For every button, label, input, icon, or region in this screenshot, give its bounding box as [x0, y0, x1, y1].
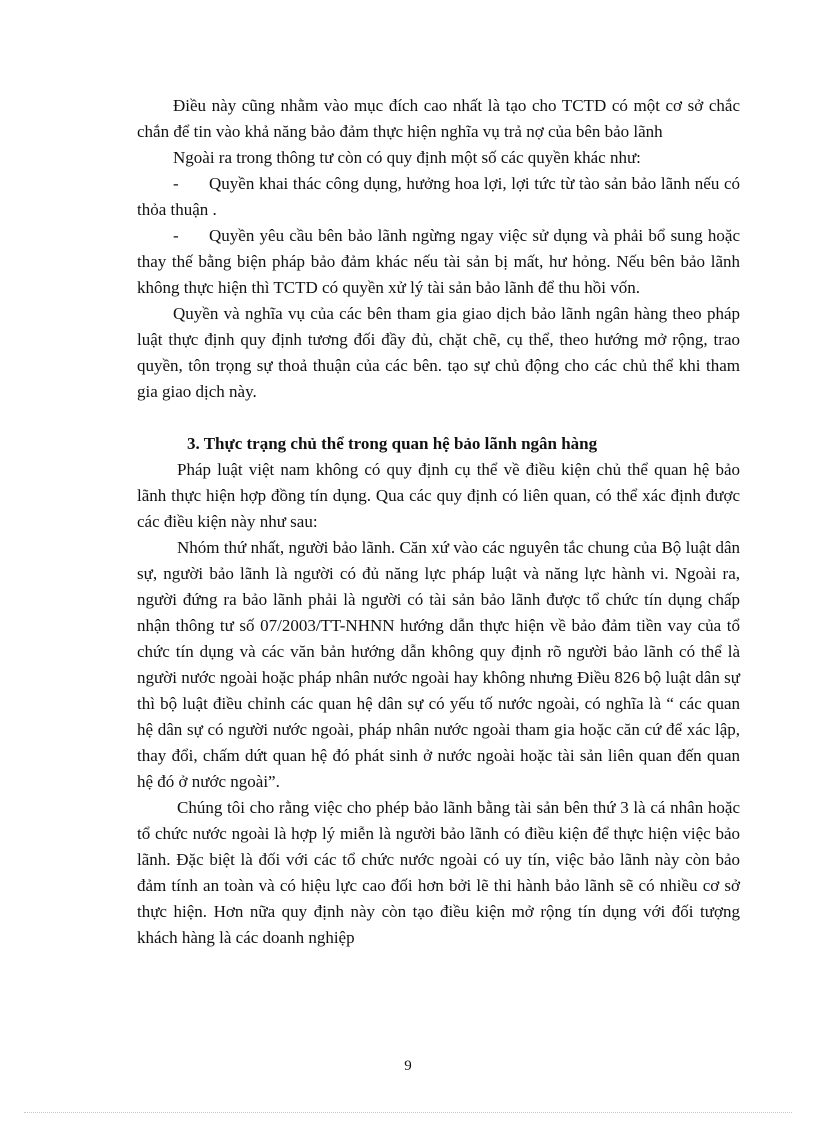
bullet-item — [137, 223, 740, 301]
bullet-text: Quyền khai thác công dụng, hưởng hoa lợi, lợi tức từ tào sản bảo lãnh nếu có thỏa thuận . — [137, 174, 740, 219]
paragraph: Quyền và nghĩa vụ của các bên tham gia giao dịch bảo lãnh ngân hàng theo pháp luật thực định quy định tương đối đầy đủ, chặt chẽ, cụ thể, theo hướng mở rộng, trao quyền, tôn trọng sự thoả thuận của các bên. tạo sự chủ động cho các chủ thể khi tham gia giao dịch này. — [137, 304, 740, 401]
bullet-text: Quyền yêu cầu bên bảo lãnh ngừng ngay việc sử dụng và phải bổ sung hoặc thay thế bằng biện pháp bảo đảm khác nếu tài sản bị mất, hư hỏng. Nếu bên bảo lãnh không thực hiện thì TCTD có quyền xử lý tài sản bảo lãnh để thu hồi vốn. — [137, 226, 740, 297]
page-body — [137, 93, 740, 951]
page-number: 9 — [404, 1058, 412, 1074]
paragraph: Nhóm thứ nhất, người bảo lãnh. Căn xứ vào các nguyên tắc chung của Bộ luật dân sự, người bảo lãnh là người có đủ năng lực pháp luật và năng lực hành vi. Ngoài ra, người đứng ra bảo lãnh phải là người có tài sản bảo lãnh được tổ chức tín dụng chấp nhận thông tư số 07/2003/TT-NHNN hướng dẫn thực hiện về bảo đảm tiền vay của tổ chức tín dụng và các văn bản hướng dẫn không quy định rõ người bảo lãnh có thể là người nước ngoài hoặc pháp nhân nước ngoài hay không nhưng Điều 826 bộ luật dân sự thì bộ luật điều chỉnh các quan hệ dân sự có yếu tố nước ngoài, có nghĩa là “ các quan hệ dân sự có người nước ngoài, pháp nhân nước ngoài tham gia hoặc căn cứ để xác lập, thay đổi, chấm dứt quan hệ đó phát sinh ở nước ngoài hoặc tài sản liên quan đến quan hệ đó ở nước ngoài”. — [137, 538, 740, 791]
section-heading: 3. Thực trạng chủ thể trong quan hệ bảo lãnh ngân hàng — [187, 434, 598, 453]
paragraph: Pháp luật việt nam không có quy định cụ thể về điều kiện chủ thể quan hệ bảo lãnh thực hiện hợp đồng tín dụng. Qua các quy định có liên quan, có thể xác định được các điều kiện này như sau: — [137, 460, 740, 531]
footer-divider — [24, 1112, 792, 1113]
paragraph: Chúng tôi cho rằng việc cho phép bảo lãnh bằng tài sản bên thứ 3 là cá nhân hoặc tổ chức nước ngoài là hợp lý miễn là người bảo lãnh có điều kiện để thực hiện việc bảo lãnh. Đặc biệt là đối với các tổ chức nước ngoài có uy tín, việc bảo lãnh này còn bảo đảm tính an toàn và có hiệu lực cao đối hơn bởi lẽ thi hành bảo lãnh sẽ có nhiều cơ sở thực hiện. Hơn nữa quy định này còn tạo điều kiện mở rộng tín dụng với đối tượng khách hàng là các doanh nghiệp — [137, 798, 740, 947]
paragraph: Điều này cũng nhằm vào mục đích cao nhất là tạo cho TCTD có một cơ sở chắc chắn để tin vào khả năng bảo đảm thực hiện nghĩa vụ trả nợ của bên bảo lãnh — [137, 96, 740, 141]
bullet-item — [137, 171, 740, 223]
spacer — [137, 405, 740, 431]
bullet-marker: - — [173, 174, 179, 193]
paragraph: Ngoài ra trong thông tư còn có quy định một số các quyền khác như: — [173, 148, 641, 167]
bullet-marker: - — [173, 226, 179, 245]
